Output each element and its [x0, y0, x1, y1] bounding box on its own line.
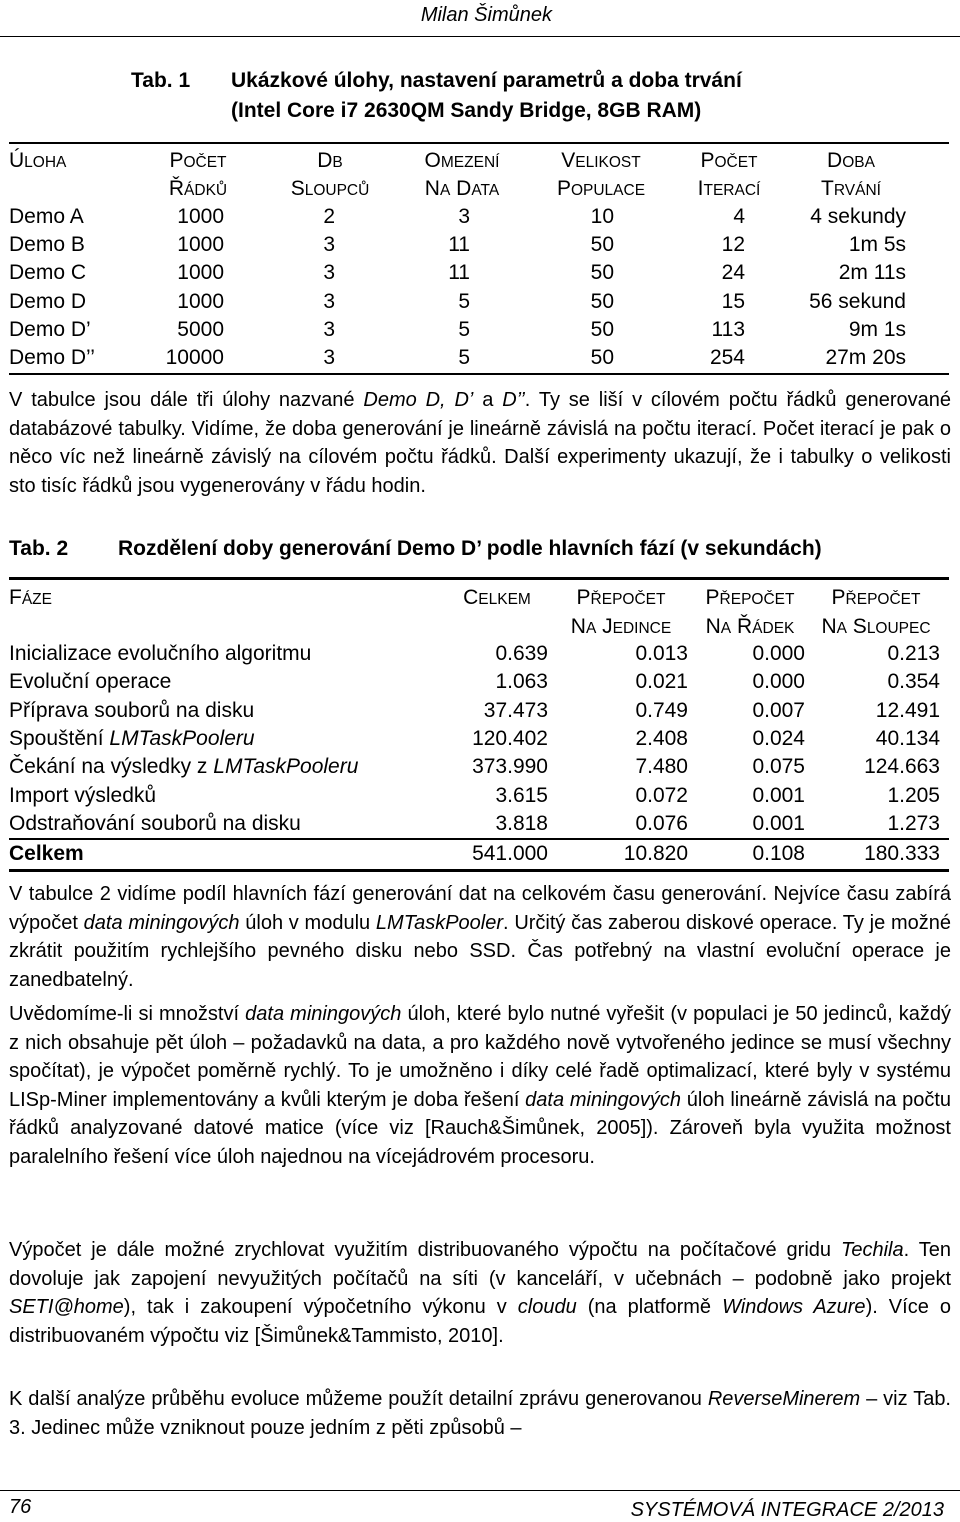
para2-italic-dm: data miningových: [83, 911, 240, 934]
table2-cell-r0-c0: Inicializace evolučního algoritmu: [9, 642, 312, 665]
table2-cell-r6-c2: 0.076: [635, 811, 688, 835]
table2-total-c2: 10.820: [623, 842, 688, 865]
table1-cell-r2-c1: 1000: [177, 261, 224, 285]
table1-header-4-1: POPULACE: [556, 177, 646, 200]
table2-cell-r5-c2: 0.072: [635, 783, 688, 807]
table2-cell-r4-c0: Čekání na výsledky z LMTaskPooleru: [9, 755, 359, 779]
table2-header-1-0: CELKEM: [463, 586, 531, 609]
table1-cell-r5-c3: 5: [458, 346, 470, 369]
table2-header-4-1: NA SLOUPEC: [821, 615, 931, 638]
footer-rule: [0, 1490, 960, 1491]
table2-cell-r0-c3: 0.000: [752, 642, 805, 665]
page-number: 76: [9, 1496, 32, 1518]
para4-text-e: ). Více o distribuovaném výpočtu viz [Šimůnek&Tammisto, 2010].: [9, 1296, 951, 1347]
para4-italic-azure: Windows Azure: [722, 1296, 866, 1319]
table2-cell-r6-c4: 1.273: [887, 811, 940, 835]
table2-cell-r4-c4: 124.663: [864, 755, 940, 779]
table2-cell-r0-c1: 0.639: [495, 642, 548, 665]
table1-cell-r0-c3: 3: [458, 205, 470, 228]
table1-caption-line2: (Intel Core i7 2630QM Sandy Bridge, 8GB RAM): [231, 99, 702, 122]
table1-cell-r4-c3: 5: [458, 317, 470, 341]
table1-cell-r1-c3: 11: [448, 233, 470, 257]
table1-header-6-0: DOBA: [827, 149, 875, 172]
table2-caption-text: Rozdělení doby generování Demo D’ podle hlavních fází (v sekundách): [118, 537, 822, 560]
table2-cell-r5-c0: Import výsledků: [9, 783, 157, 807]
table1-cell-r0-c1: 1000: [177, 205, 224, 228]
table1-header-3-1: NA DATA: [424, 177, 500, 200]
para3-text-a: Uvědomíme-li si množství: [9, 1003, 246, 1025]
table2-total-rule: [9, 838, 949, 840]
para2-text-a: V tabulce 2 vidíme podíl hlavních fází generování dat na celkovém času generování. Nejvíce času zabírá výpočet: [9, 883, 951, 934]
para1-text-b: a: [473, 389, 503, 411]
table2-cell-r2-c4: 12.491: [875, 698, 940, 722]
table1-cell-r2-c6: 2m 11s: [838, 261, 906, 285]
table1-cell-r4-c5: 113: [711, 317, 745, 341]
para1-text-c: . Ty se liší v cílovém počtu řádků generované databázové tabulky. Vidíme, že doba generování je lineárně závislá na počtu iterací. Počet iterací je pak o něco víc než lineárně závislý na cílovém počtu řádků. Další experimenty ukazují, že i tabulky o velikosti sto tisíc řádků jsou vygenerovány v řádu hodin.: [9, 389, 951, 497]
para4-text-a: Výpočet je dále možné zrychlovat využitím distribuovaného výpočtu na počítačové gridu: [9, 1239, 841, 1261]
table1-header-5-1: ITERACÍ: [697, 177, 761, 200]
table2-total-c1: 541.000: [472, 842, 548, 865]
table2-header-4-0: PŘEPOČET: [831, 586, 921, 609]
para5-text-a: K další analýze průběhu evoluce můžeme použít detailní zprávu generovanou: [9, 1388, 708, 1410]
table1-cell-r5-c6: 27m 20s: [825, 346, 906, 369]
table1-cell-r1-c5: 12: [721, 233, 745, 257]
paragraph-5: [9, 1385, 951, 1442]
para2-italic-lmtp: LMTaskPooler: [375, 911, 504, 934]
table2-cell-r5-c4: 1.205: [887, 783, 940, 807]
table2-cell-r4-c1: 373.990: [472, 755, 548, 779]
table2-cell-r1-c4: 0.354: [887, 670, 940, 694]
table2-bottom-rule: [9, 869, 949, 872]
table1-cell-r2-c5: 24: [721, 261, 745, 285]
table1-header-4-0: VELIKOST: [561, 149, 641, 172]
table1-cell-r3-c1: 1000: [177, 289, 224, 313]
table2-cell-r3-c3: 0.024: [752, 726, 805, 750]
table2-total-c4: 180.333: [864, 842, 940, 865]
table1-cell-r5-c2: 3: [323, 346, 335, 369]
table2-cell-r0-c2: 0.013: [635, 642, 688, 665]
table2-cell-r3-c2: 2.408: [635, 726, 688, 750]
table1-cell-r4-c2: 3: [323, 317, 335, 341]
table2-total-c0: Celkem: [9, 842, 84, 865]
table1-cell-r4-c4: 50: [590, 317, 614, 341]
table2-header-3-1: NA ŘÁDEK: [705, 615, 795, 638]
table1-cell-r1-c1: 1000: [177, 233, 224, 257]
para4-text-b: . Ten dovoluje jak zapojení nevyužitých počítačů na síti (v kanceláří, v učebnách – podobně jako projekt: [9, 1239, 952, 1290]
para3-italic-dm2: data miningových: [525, 1088, 682, 1111]
table1-header-1-0: POČET: [169, 149, 227, 172]
table1-header-2-1: SLOUPCŮ: [290, 177, 370, 200]
paragraph-4: [9, 1236, 951, 1350]
table1-cell-r0-c4: 10: [590, 205, 614, 228]
table1-cell-r3-c5: 15: [721, 289, 745, 313]
table1-cell-r0-c5: 4: [733, 205, 745, 228]
table2-header-2-0: PŘEPOČET: [576, 586, 666, 609]
table1-caption-label: Tab. 1: [131, 69, 191, 92]
table2-header-0-0: FÁZE: [9, 586, 52, 609]
table2-cell-r0-c4: 0.213: [887, 642, 940, 665]
running-header-author: Milan Šimůnek: [420, 4, 552, 26]
para1-italic-d2: D’’: [502, 389, 525, 411]
para3-italic-dm1: data miningových: [245, 1003, 402, 1025]
table2-header-2-1: NA JEDINCE: [570, 615, 672, 638]
table2-cell-r3-c0: Spouštění LMTaskPooleru: [9, 726, 255, 750]
table2-cell-r6-c3: 0.001: [752, 811, 805, 835]
table1-cell-r0-c2: 2: [323, 205, 335, 228]
table1-cell-r3-c2: 3: [323, 289, 335, 313]
table2-cell-r1-c0: Evoluční operace: [9, 670, 172, 694]
table1-header-1-1: ŘÁDKŮ: [168, 177, 228, 200]
table1-cell-r1-c2: 3: [323, 233, 335, 257]
table2-header-3-0: PŘEPOČET: [705, 586, 795, 609]
para4-italic-seti: SETI@home: [9, 1296, 124, 1319]
para2-text-b: úloh v modulu: [239, 911, 376, 934]
paragraph-2: [9, 880, 951, 994]
table1-header-2-0: DB: [317, 149, 343, 172]
table2-cell-r5-c3: 0.001: [752, 783, 805, 807]
table1-cell-r3-c4: 50: [590, 289, 614, 313]
para1-text-a: V tabulce jsou dále tři úlohy nazvané: [9, 389, 364, 411]
table2-cell-r1-c2: 0.021: [635, 670, 688, 694]
table1-cell-r3-c0: Demo D: [9, 289, 87, 313]
table2-cell-r2-c1: 37.473: [483, 698, 548, 722]
table1-caption-line1: Ukázkové úlohy, nastavení parametrů a doba trvání: [231, 69, 742, 92]
para5-italic-rm: ReverseMinerem: [707, 1388, 861, 1410]
table1-cell-r5-c4: 50: [590, 346, 614, 369]
table1-cell-r2-c0: Demo C: [9, 261, 87, 285]
table1-cell-r2-c4: 50: [590, 261, 614, 285]
para5-text-b: – viz Tab. 3. Jedinec může vzniknout pouze jedním z pěti způsobů –: [9, 1388, 951, 1439]
para4-text-c: ), tak i zakoupení výpočetního výkonu v: [123, 1296, 518, 1319]
table1-header-6-1: TRVÁNÍ: [821, 177, 881, 200]
table1-cell-r1-c6: 1m 5s: [848, 233, 906, 257]
table1-cell-r2-c3: 11: [448, 261, 470, 285]
para4-italic-techila: Techila: [840, 1239, 904, 1261]
table1-header-3-0: OMEZENÍ: [424, 149, 500, 172]
table1-cell-r5-c0: Demo D’’: [9, 346, 95, 369]
table1-cell-r4-c0: Demo D’: [9, 317, 91, 341]
table2-cell-r2-c3: 0.007: [752, 698, 805, 722]
table1-cell-r2-c2: 3: [323, 261, 335, 285]
table1-cell-r4-c6: 9m 1s: [848, 317, 906, 341]
table2-cell-r5-c1: 3.615: [495, 783, 548, 807]
para4-text-d: (na platformě: [576, 1296, 723, 1319]
para2-text-c: . Určitý čas zaberou diskové operace. Ty je možné zkrátit použitím rychlejšího pevného disku nebo SSD. Čas potřebný na vlastní evoluční operace je zanedbatelný.: [9, 911, 952, 991]
table2-caption-label: Tab. 2: [9, 537, 69, 560]
para3-text-b: úloh, které bylo nutné vyřešit (v populaci je 50 jedinců, každý z nich obsahuje pět úloh – požadavků na data, a pro každého nově vytvořeného jedince se musí všechny spočítat), je výpočet poměrně rychlý. To je umožněno i díky celé řadě optimalizací, které byly v systému LISp-Miner implementovány a kvůli kterým je doba řešení: [9, 1003, 951, 1111]
table1-cell-r1-c4: 50: [590, 233, 614, 257]
para3-text-c: úloh lineárně závislá na počtu řádků analyzované datové matice (více viz [Rauch&Šimůnek, 2005]). Zároveň byla využita možnost paralelního řešení více úloh najednou na vícejádrovém procesoru.: [9, 1088, 952, 1168]
table1-cell-r0-c6: 4 sekundy: [810, 205, 906, 228]
table1-cell-r4-c1: 5000: [177, 317, 224, 341]
table1-cell-r1-c0: Demo B: [9, 233, 85, 257]
paragraph-3: [9, 1000, 951, 1172]
para4-italic-cloudu: cloudu: [517, 1296, 577, 1319]
table1-header-0-0: ÚLOHA: [9, 149, 67, 172]
table2-cell-r2-c2: 0.749: [635, 698, 688, 722]
table2-cell-r3-c4: 40.134: [875, 726, 940, 750]
table2-cell-r6-c0: Odstraňování souborů na disku: [9, 811, 301, 835]
table2-cell-r4-c3: 0.075: [752, 755, 805, 779]
table1-header-5-0: POČET: [700, 149, 758, 172]
table1-cell-r5-c5: 254: [709, 346, 745, 369]
journal-name: SYSTÉMOVÁ INTEGRACE 2/2013: [630, 1499, 944, 1521]
table1-cell-r0-c0: Demo A: [9, 205, 84, 228]
table1-cell-r3-c6: 56 sekund: [809, 289, 906, 313]
table1-cell-r5-c1: 10000: [165, 346, 224, 369]
table2-cell-r4-c2: 7.480: [635, 755, 688, 779]
table2-total-c3: 0.108: [752, 842, 805, 865]
table2-cell-r6-c1: 3.818: [495, 811, 548, 835]
table1-cell-r3-c3: 5: [458, 289, 470, 313]
table2-cell-r3-c1: 120.402: [472, 726, 548, 750]
table2-cell-r2-c0: Příprava souborů na disku: [9, 698, 255, 722]
table2-cell-r1-c3: 0.000: [752, 670, 805, 694]
para1-italic-demo-d: Demo D, D’: [363, 389, 474, 411]
table2-cell-r1-c1: 1.063: [495, 670, 548, 694]
